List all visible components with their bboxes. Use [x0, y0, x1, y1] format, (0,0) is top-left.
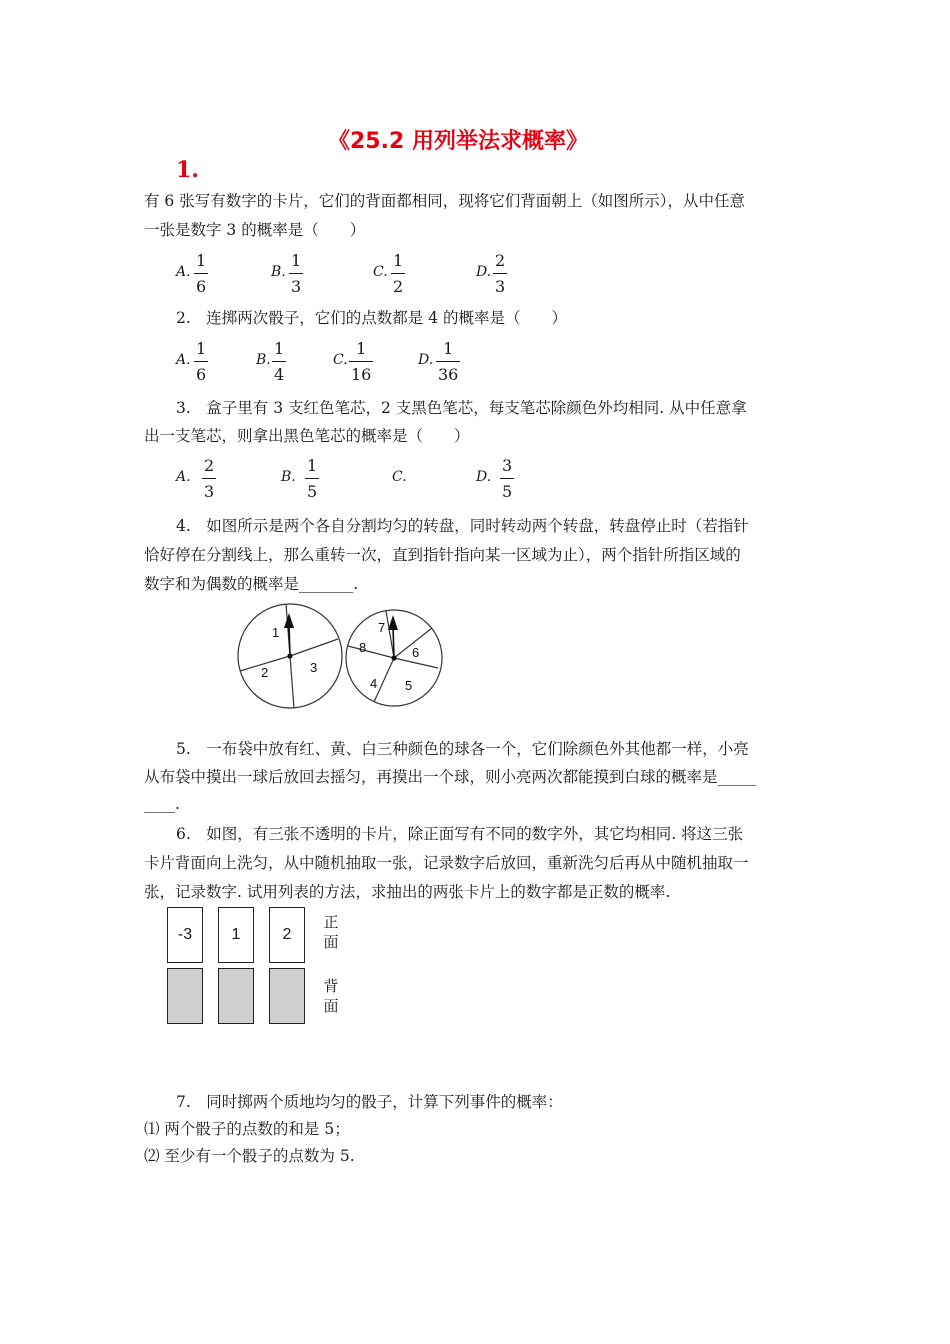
denominator: 3	[291, 277, 302, 296]
question-2-text: 2. 连掷两次骰子，它们的点数都是 4 的概率是（ ）	[176, 309, 568, 327]
question-7-text: 7. 同时掷两个质地均匀的骰子，计算下列事件的概率：	[176, 1093, 563, 1111]
spinners-figure	[238, 608, 458, 708]
q1-option-d-fraction	[493, 252, 507, 296]
spinner-2-label-5: 5	[405, 678, 413, 693]
back-label	[322, 976, 340, 1016]
q3-option-d-fraction	[500, 457, 514, 501]
numerator: 1	[196, 251, 207, 270]
q2-option-c-letter: C.	[333, 352, 348, 368]
spinner-2-label-7: 7	[378, 620, 386, 635]
denominator: 36	[438, 365, 459, 384]
front-label-char-1: 正	[323, 913, 339, 931]
numerator: 1	[274, 339, 285, 358]
page-title: 《25.2 用列举法求概率》	[328, 129, 588, 154]
numerator: 3	[502, 456, 513, 475]
numerator: 1	[393, 251, 404, 270]
card-front-2: 1	[218, 907, 254, 963]
spinner-1-pointer	[284, 613, 294, 659]
q3-option-b-fraction	[305, 457, 319, 501]
question-1-text-line2: 一张是数字 3 的概率是（ ）	[144, 221, 366, 239]
question-3-text-line2: 出一支笔芯，则拿出黑色笔芯的概率是（ ）	[144, 427, 470, 445]
question-5-text-line3: ____.	[144, 795, 180, 813]
denominator: 5	[307, 482, 318, 501]
denominator: 3	[204, 482, 215, 501]
back-label-char-2: 面	[323, 997, 339, 1015]
spinner-2-label-4: 4	[370, 676, 378, 691]
question-4-text-line1: 4. 如图所示是两个各自分割均匀的转盘，同时转动两个转盘，转盘停止时（若指针	[176, 517, 749, 535]
question-4-text-line3: 数字和为偶数的概率是_______.	[144, 575, 359, 593]
spinner-1-label-3: 3	[310, 660, 318, 675]
card-back-2	[218, 968, 254, 1024]
numerator: 1	[196, 339, 207, 358]
card-back-1	[167, 968, 203, 1024]
spinner-1-label-2: 2	[261, 665, 269, 680]
spinner-2-label-8: 8	[359, 640, 367, 655]
numerator: 1	[443, 339, 454, 358]
card-front-1: -3	[167, 907, 203, 963]
denominator: 4	[274, 365, 285, 384]
q2-option-a-letter: A.	[176, 352, 191, 368]
q3-option-a-letter: A.	[176, 469, 191, 485]
numerator: 1	[356, 339, 367, 358]
front-label-char-2: 面	[323, 933, 339, 951]
denominator: 6	[196, 277, 207, 296]
numerator: 2	[495, 251, 506, 270]
q3-option-c-letter: C.	[392, 469, 407, 485]
numerator: 2	[204, 456, 215, 475]
question-6-text-line3: 张，记录数字. 试用列表的方法，求抽出的两张卡片上的数字都是正数的概率.	[144, 883, 671, 901]
q2-option-a-fraction	[194, 340, 208, 384]
denominator: 5	[502, 482, 513, 501]
question-7-sub-1: ⑴ 两个骰子的点数的和是 5；	[144, 1120, 350, 1138]
q2-option-b-fraction	[272, 340, 286, 384]
q1-option-d-letter: D.	[476, 264, 492, 280]
q3-option-d-letter: D.	[476, 469, 492, 485]
q3-option-b-letter: B.	[281, 469, 296, 485]
q3-option-a-fraction	[202, 457, 216, 501]
numerator: 1	[291, 251, 302, 270]
question-7-sub-2: ⑵ 至少有一个骰子的点数为 5.	[144, 1147, 355, 1165]
question-6-text-line1: 6. 如图，有三张不透明的卡片，除正面写有不同的数字外，其它均相同. 将这三张	[176, 825, 744, 843]
card-front-3: 2	[269, 907, 305, 963]
q1-option-b-fraction	[289, 252, 303, 296]
question-1-number: 1.	[176, 157, 199, 183]
q2-option-d-letter: D.	[418, 352, 434, 368]
q1-option-a-letter: A.	[176, 264, 191, 280]
denominator: 2	[393, 277, 404, 296]
q2-option-c-fraction	[349, 340, 373, 384]
q2-option-b-letter: B.	[256, 352, 271, 368]
spinner-1-label-1: 1	[272, 625, 280, 640]
q2-option-d-fraction	[436, 340, 460, 384]
question-5-text-line1: 5. 一布袋中放有红、黄、白三种颜色的球各一个，它们除颜色外其他都一样，小亮	[176, 740, 749, 758]
back-label-char-1: 背	[323, 977, 339, 995]
q1-option-c-letter: C.	[373, 264, 388, 280]
question-4-text-line2: 恰好停在分割线上，那么重转一次，直到指针指向某一区域为止），两个指针所指区域的	[144, 546, 741, 564]
card-back-3	[269, 968, 305, 1024]
q1-option-a-fraction	[194, 252, 208, 296]
denominator: 6	[196, 365, 207, 384]
question-3-text-line1: 3. 盒子里有 3 支红色笔芯，2 支黑色笔芯，每支笔芯除颜色外均相同. 从中任意拿	[176, 399, 747, 417]
question-6-text-line2: 卡片背面向上洗匀，从中随机抽取一张，记录数字后放回，重新洗匀后再从中随机抽取一	[144, 854, 749, 872]
denominator: 16	[351, 365, 372, 384]
numerator: 1	[307, 456, 318, 475]
front-label	[322, 912, 340, 952]
question-5-text-line2: 从布袋中摸出一球后放回去摇匀，再摸出一个球，则小亮两次都能摸到白球的概率是_____	[144, 768, 757, 786]
q1-option-c-fraction	[391, 252, 405, 296]
denominator: 3	[495, 277, 506, 296]
spinner-2-label-6: 6	[412, 645, 420, 660]
question-1-text-line1: 有 6 张写有数字的卡片，它们的背面都相同，现将它们背面朝上（如图所示），从中任意	[144, 192, 745, 210]
q1-option-b-letter: B.	[271, 264, 286, 280]
